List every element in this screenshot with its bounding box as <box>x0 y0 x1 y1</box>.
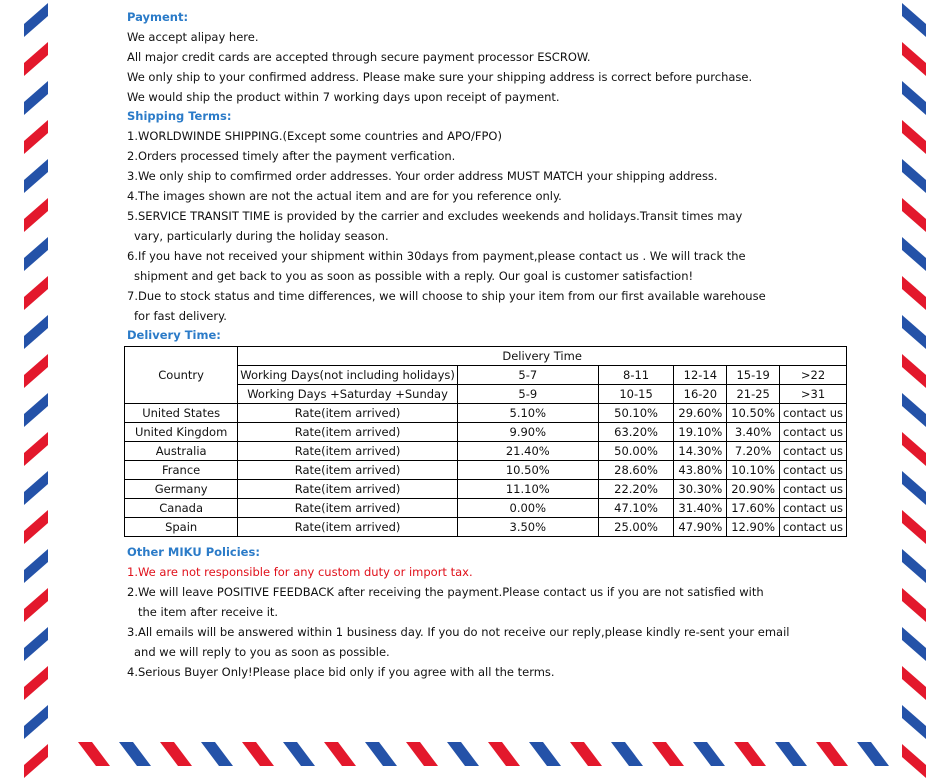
table-cell: >22 <box>780 366 847 385</box>
airmail-stripe <box>24 3 48 37</box>
airmail-stripe <box>283 742 315 766</box>
policy-line: 2.We will leave POSITIVE FEEDBACK after receiving the payment.Please contact us if you are not satisfied with <box>127 585 764 599</box>
rate-label-cell: Rate(item arrived) <box>238 461 458 480</box>
policy-line: and we will reply to you as soon as possible. <box>134 645 390 659</box>
airmail-stripe <box>902 354 926 388</box>
policy-line: the item after receive it. <box>138 605 279 619</box>
airmail-stripe <box>902 81 926 115</box>
rate-value-cell: contact us <box>780 480 847 499</box>
table-row <box>125 442 847 461</box>
rate-value-cell: contact us <box>780 518 847 537</box>
bottom-airmail-border <box>60 740 890 780</box>
shipping-line: shipment and get back to you as soon as possible with a reply. Our goal is customer satisfaction! <box>134 269 694 283</box>
rate-value-cell: 10.50% <box>457 461 598 480</box>
rate-value-cell: contact us <box>780 499 847 518</box>
terms-document <box>127 8 847 682</box>
rate-value-cell: 5.10% <box>457 404 598 423</box>
rate-value-cell: 50.00% <box>598 442 674 461</box>
payment-line: We accept alipay here. <box>127 30 259 44</box>
rate-label-cell: Rate(item arrived) <box>238 499 458 518</box>
airmail-stripe <box>902 120 926 154</box>
rate-value-cell: contact us <box>780 423 847 442</box>
rate-value-cell: 21.40% <box>457 442 598 461</box>
airmail-stripe <box>24 549 48 583</box>
rate-value-cell: 20.90% <box>727 480 780 499</box>
airmail-stripe <box>902 432 926 466</box>
table-cell: 15-19 <box>727 366 780 385</box>
airmail-stripe <box>24 198 48 232</box>
table-cell: >31 <box>780 385 847 404</box>
payment-line: We only ship to your confirmed address. Please make sure your shipping address is correct before purchase. <box>127 70 753 84</box>
payment-line: All major credit cards are accepted through secure payment processor ESCROW. <box>127 50 591 64</box>
rate-label-cell: Rate(item arrived) <box>238 442 458 461</box>
airmail-stripe <box>447 742 479 766</box>
airmail-stripe <box>902 510 926 544</box>
table-cell: 5-9 <box>457 385 598 404</box>
airmail-stripe <box>734 742 766 766</box>
airmail-stripe <box>611 742 643 766</box>
rate-value-cell: 10.50% <box>727 404 780 423</box>
shipping-line: 4.The images shown are not the actual item and are for you reference only. <box>127 189 562 203</box>
rate-value-cell: 14.30% <box>674 442 727 461</box>
right-airmail-border <box>888 0 950 780</box>
policy-line: 3.All emails will be answered within 1 business day. If you do not receive our reply,please kindly re-sent your email <box>127 625 790 639</box>
rate-value-cell: 22.20% <box>598 480 674 499</box>
shipping-line: 6.If you have not received your shipment within 30days from payment,please contact us . We will track the <box>127 249 746 263</box>
airmail-stripe <box>652 742 684 766</box>
table-cell: 21-25 <box>727 385 780 404</box>
airmail-stripe <box>324 742 356 766</box>
airmail-stripe <box>119 742 151 766</box>
airmail-stripe <box>406 742 438 766</box>
airmail-stripe <box>24 354 48 388</box>
rate-value-cell: 63.20% <box>598 423 674 442</box>
airmail-stripe <box>902 627 926 661</box>
airmail-stripe <box>24 744 48 778</box>
rate-label-cell: Rate(item arrived) <box>238 423 458 442</box>
shipping-line: 3.We only ship to comfirmed order addresses. Your order address MUST MATCH your shipping address. <box>127 169 718 183</box>
airmail-stripe <box>24 705 48 739</box>
policy-line: 4.Serious Buyer Only!Please place bid only if you agree with all the terms. <box>127 665 555 679</box>
table-row <box>125 480 847 499</box>
airmail-stripe <box>902 237 926 271</box>
payment-heading: Payment: <box>127 10 189 24</box>
rate-value-cell: 3.50% <box>457 518 598 537</box>
shipping-line: for fast delivery. <box>134 309 227 323</box>
airmail-stripe <box>488 742 520 766</box>
rate-value-cell: 28.60% <box>598 461 674 480</box>
airmail-stripe <box>24 471 48 505</box>
airmail-stripe <box>902 393 926 427</box>
rate-value-cell: contact us <box>780 442 847 461</box>
rate-value-cell: 3.40% <box>727 423 780 442</box>
rate-value-cell: 9.90% <box>457 423 598 442</box>
delivery-heading: Delivery Time: <box>127 328 221 342</box>
rate-value-cell: 47.90% <box>674 518 727 537</box>
rate-value-cell: 11.10% <box>457 480 598 499</box>
airmail-stripe <box>24 42 48 76</box>
rate-value-cell: 50.10% <box>598 404 674 423</box>
airmail-stripe <box>24 666 48 700</box>
delivery-time-table <box>124 346 847 537</box>
country-cell: Australia <box>125 442 238 461</box>
shipping-line: 1.WORLDWINDE SHIPPING.(Except some countries and APO/FPO) <box>127 129 502 143</box>
airmail-stripe <box>693 742 725 766</box>
rate-value-cell: 43.80% <box>674 461 727 480</box>
rate-value-cell: 30.30% <box>674 480 727 499</box>
rate-value-cell: 31.40% <box>674 499 727 518</box>
rate-label-cell: Rate(item arrived) <box>238 518 458 537</box>
airmail-stripe <box>24 393 48 427</box>
rate-value-cell: 19.10% <box>674 423 727 442</box>
table-row <box>125 499 847 518</box>
working-days-label: Working Days(not including holidays) <box>238 366 458 385</box>
country-cell: Canada <box>125 499 238 518</box>
rate-value-cell: 0.00% <box>457 499 598 518</box>
country-cell: United Kingdom <box>125 423 238 442</box>
rate-value-cell: 29.60% <box>674 404 727 423</box>
airmail-stripe <box>902 744 926 778</box>
country-cell: United States <box>125 404 238 423</box>
table-cell: 8-11 <box>598 366 674 385</box>
delivery-table-title: Delivery Time <box>238 347 847 366</box>
country-cell: Germany <box>125 480 238 499</box>
airmail-stripe <box>902 549 926 583</box>
airmail-stripe <box>201 742 233 766</box>
airmail-stripe <box>24 276 48 310</box>
table-row <box>125 423 847 442</box>
airmail-stripe <box>24 120 48 154</box>
rate-value-cell: 12.90% <box>727 518 780 537</box>
rate-value-cell: 10.10% <box>727 461 780 480</box>
airmail-stripe <box>242 742 274 766</box>
country-cell: Spain <box>125 518 238 537</box>
rate-value-cell: contact us <box>780 404 847 423</box>
airmail-stripe <box>160 742 192 766</box>
rate-label-cell: Rate(item arrived) <box>238 480 458 499</box>
airmail-stripe <box>24 81 48 115</box>
airmail-stripe <box>24 588 48 622</box>
country-cell: France <box>125 461 238 480</box>
table-row <box>125 404 847 423</box>
left-airmail-border <box>0 0 62 780</box>
airmail-stripe <box>24 510 48 544</box>
airmail-stripe <box>365 742 397 766</box>
airmail-stripe <box>902 471 926 505</box>
rate-label-cell: Rate(item arrived) <box>238 404 458 423</box>
airmail-stripe <box>857 742 889 766</box>
shipping-line: 7.Due to stock status and time differences, we will choose to ship your item from our first available warehouse <box>127 289 766 303</box>
payment-line: We would ship the product within 7 working days upon receipt of payment. <box>127 90 560 104</box>
airmail-stripe <box>24 237 48 271</box>
shipping-line: 2.Orders processed timely after the payment verfication. <box>127 149 456 163</box>
airmail-stripe <box>902 159 926 193</box>
policy-line: 1.We are not responsible for any custom duty or import tax. <box>127 565 473 579</box>
rate-value-cell: 47.10% <box>598 499 674 518</box>
weekend-days-label: Working Days +Saturday +Sunday <box>238 385 458 404</box>
airmail-stripe <box>775 742 807 766</box>
airmail-stripe <box>24 315 48 349</box>
rate-value-cell: 17.60% <box>727 499 780 518</box>
airmail-stripe <box>902 666 926 700</box>
airmail-stripe <box>902 3 926 37</box>
table-cell: 10-15 <box>598 385 674 404</box>
table-cell: 16-20 <box>674 385 727 404</box>
airmail-stripe <box>78 742 110 766</box>
airmail-stripe <box>529 742 561 766</box>
airmail-stripe <box>902 198 926 232</box>
airmail-stripe <box>902 315 926 349</box>
table-cell: 12-14 <box>674 366 727 385</box>
airmail-stripe <box>24 432 48 466</box>
airmail-stripe <box>24 159 48 193</box>
rate-value-cell: 7.20% <box>727 442 780 461</box>
shipping-line: vary, particularly during the holiday season. <box>134 229 389 243</box>
airmail-stripe <box>902 276 926 310</box>
country-header: Country <box>125 347 238 404</box>
rate-value-cell: contact us <box>780 461 847 480</box>
airmail-stripe <box>902 705 926 739</box>
shipping-line: 5.SERVICE TRANSIT TIME is provided by the carrier and excludes weekends and holidays.Transit times may <box>127 209 743 223</box>
policies-heading: Other MIKU Policies: <box>127 545 260 559</box>
shipping-heading: Shipping Terms: <box>127 109 232 123</box>
airmail-stripe <box>902 588 926 622</box>
table-cell: 5-7 <box>457 366 598 385</box>
airmail-stripe <box>902 42 926 76</box>
airmail-stripe <box>570 742 602 766</box>
airmail-stripe <box>24 627 48 661</box>
table-row <box>125 518 847 537</box>
airmail-stripe <box>816 742 848 766</box>
table-row <box>125 461 847 480</box>
rate-value-cell: 25.00% <box>598 518 674 537</box>
